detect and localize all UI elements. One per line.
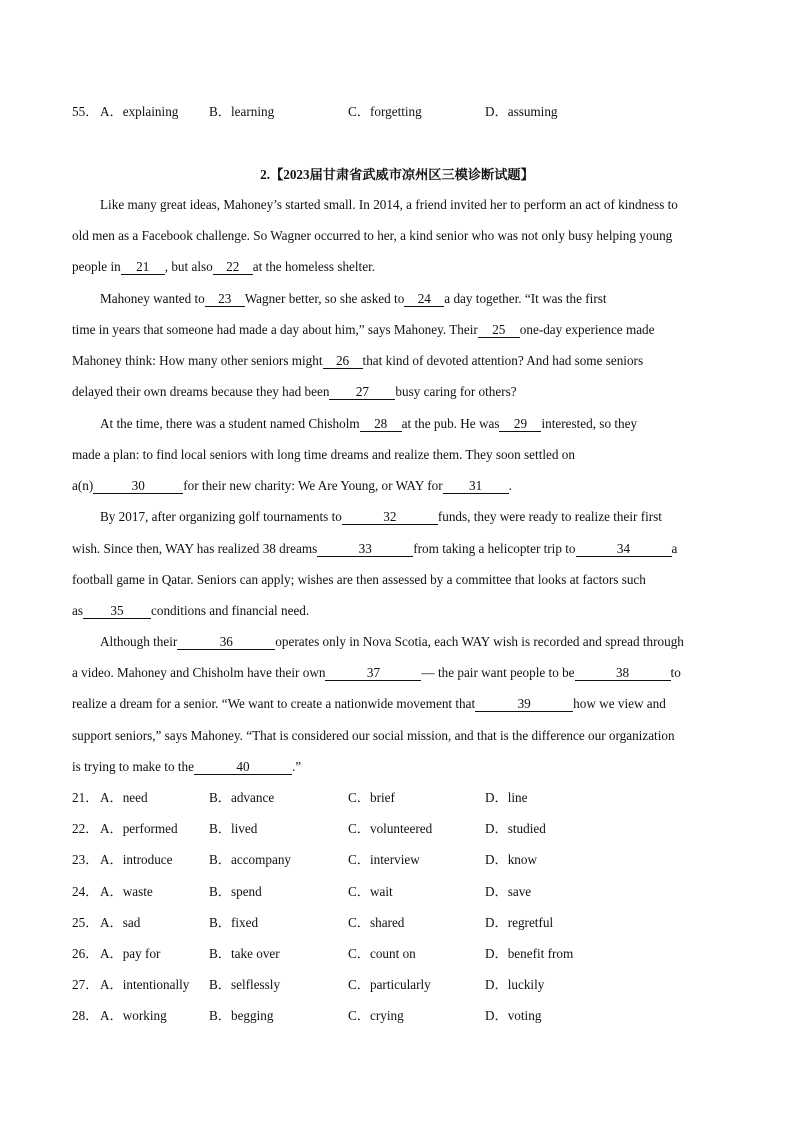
blank-26: 26 <box>323 353 363 369</box>
blank-24: 24 <box>404 291 444 307</box>
question-number: 28． <box>72 1008 99 1023</box>
question-options <box>72 820 722 838</box>
blank-38: 38 <box>575 665 671 681</box>
option-a: A．need <box>100 790 148 805</box>
blank-37: 37 <box>325 665 421 681</box>
option-a: A．waste <box>100 884 153 899</box>
passage-line: is trying to make to the 40 .” <box>72 759 302 774</box>
option-b: B．begging <box>209 1008 274 1023</box>
passage-line: Mahoney think: How many other seniors might 26 that kind of devoted attention? And had some seniors <box>72 353 644 368</box>
option-d: D．benefit from <box>485 946 574 961</box>
option-c: C．crying <box>348 1008 404 1023</box>
option-d: D．line <box>485 790 528 805</box>
section-title: 2.【2023届甘肃省武威市凉州区三模诊断试题】 <box>260 167 534 182</box>
option-d: D．assuming <box>485 104 558 119</box>
blank-28: 28 <box>360 416 402 432</box>
question-options <box>72 851 722 869</box>
option-b: B．accompany <box>209 852 292 867</box>
passage-line: old men as a Facebook challenge. So Wagner occurred to her, a kind senior who was not only busy helping young <box>72 228 673 243</box>
option-b: B．lived <box>209 821 258 836</box>
option-a: A．working <box>100 1008 167 1023</box>
passage-line: Although their 36 operates only in Nova Scotia, each WAY wish is recorded and spread through <box>100 634 684 649</box>
passage-line: Like many great ideas, Mahoney’s started small. In 2014, a friend invited her to perform an act of kindness to <box>100 197 678 212</box>
option-b: B．take over <box>209 946 280 961</box>
passage-line: as 35 conditions and financial need. <box>72 603 310 618</box>
question-number: 24． <box>72 884 99 899</box>
question-options <box>72 976 722 994</box>
blank-34: 34 <box>576 541 672 557</box>
question-number: 23． <box>72 852 99 867</box>
question-options <box>72 789 722 807</box>
blank-33: 33 <box>317 541 413 557</box>
blank-29: 29 <box>499 416 541 432</box>
question-options <box>72 914 722 932</box>
option-b: B．fixed <box>209 915 259 930</box>
passage-line: wish. Since then, WAY has realized 38 dreams 33 from taking a helicopter trip to 34 a <box>72 541 678 556</box>
blank-39: 39 <box>475 696 573 712</box>
question-number: 26． <box>72 946 99 961</box>
question-number: 27． <box>72 977 99 992</box>
passage-line: football game in Qatar. Seniors can apply; wishes are then assessed by a committee that looks at factors such <box>72 572 646 587</box>
option-c: C．volunteered <box>348 821 433 836</box>
passage-line: a(n) 30 for their new charity: We Are Young, or WAY for 31 . <box>72 478 512 493</box>
passage-line: At the time, there was a student named Chisholm 28 at the pub. He was 29 interested, so they <box>100 416 638 431</box>
option-d: D．luckily <box>485 977 545 992</box>
passage-line: delayed their own dreams because they had been 27 busy caring for others? <box>72 384 517 399</box>
option-c: C．brief <box>348 790 395 805</box>
passage-line: realize a dream for a senior. “We want to create a nationwide movement that 39 how we view and <box>72 696 666 711</box>
option-d: D．voting <box>485 1008 542 1023</box>
option-c: C．forgetting <box>348 104 422 119</box>
blank-32: 32 <box>342 509 438 525</box>
question-number: 25． <box>72 915 99 930</box>
blank-23: 23 <box>205 291 245 307</box>
option-a: A．pay for <box>100 946 161 961</box>
option-c: C．particularly <box>348 977 431 992</box>
question-number: 21． <box>72 790 99 805</box>
question-options <box>72 945 722 963</box>
blank-21: 21 <box>121 259 165 275</box>
passage-line: By 2017, after organizing golf tournaments to 32 funds, they were ready to realize their first <box>100 509 662 524</box>
option-c: C．count on <box>348 946 416 961</box>
passage-line: a video. Mahoney and Chisholm have their own 37 — the pair want people to be 38 to <box>72 665 681 680</box>
option-d: D．regretful <box>485 915 554 930</box>
blank-36: 36 <box>177 634 275 650</box>
option-a: A．introduce <box>100 852 173 867</box>
passage-line: time in years that someone had made a day about him,” says Mahoney. Their 25 one-day experience made <box>72 322 655 337</box>
blank-31: 31 <box>443 478 509 494</box>
option-c: C．shared <box>348 915 405 930</box>
passage-line: Mahoney wanted to 23 Wagner better, so she asked to 24 a day together. “It was the first <box>100 291 607 306</box>
option-b: B．spend <box>209 884 262 899</box>
option-a: A．explaining <box>100 104 179 119</box>
blank-25: 25 <box>478 322 520 338</box>
option-a: A．intentionally <box>100 977 190 992</box>
option-c: C．interview <box>348 852 420 867</box>
passage-line: support seniors,” says Mahoney. “That is considered our social mission, and that is the difference our organization <box>72 728 675 743</box>
option-b: B．learning <box>209 104 275 119</box>
blank-30: 30 <box>93 478 183 494</box>
option-c: C．wait <box>348 884 393 899</box>
option-a: A．performed <box>100 821 178 836</box>
option-b: B．advance <box>209 790 275 805</box>
passage-line: people in 21 , but also 22 at the homeless shelter. <box>72 259 376 274</box>
blank-40: 40 <box>194 759 292 775</box>
question-55-options <box>72 103 722 121</box>
blank-35: 35 <box>83 603 151 619</box>
option-a: A．sad <box>100 915 141 930</box>
question-number: 22． <box>72 821 99 836</box>
blank-22: 22 <box>213 259 253 275</box>
option-b: B．selflessly <box>209 977 281 992</box>
question-options <box>72 883 722 901</box>
passage-line: made a plan: to find local seniors with long time dreams and realize them. They soon settled on <box>72 447 575 462</box>
option-d: D．know <box>485 852 538 867</box>
question-options <box>72 1007 722 1025</box>
option-d: D．studied <box>485 821 546 836</box>
option-d: D．save <box>485 884 532 899</box>
blank-27: 27 <box>329 384 395 400</box>
question-number: 55． <box>72 104 99 119</box>
